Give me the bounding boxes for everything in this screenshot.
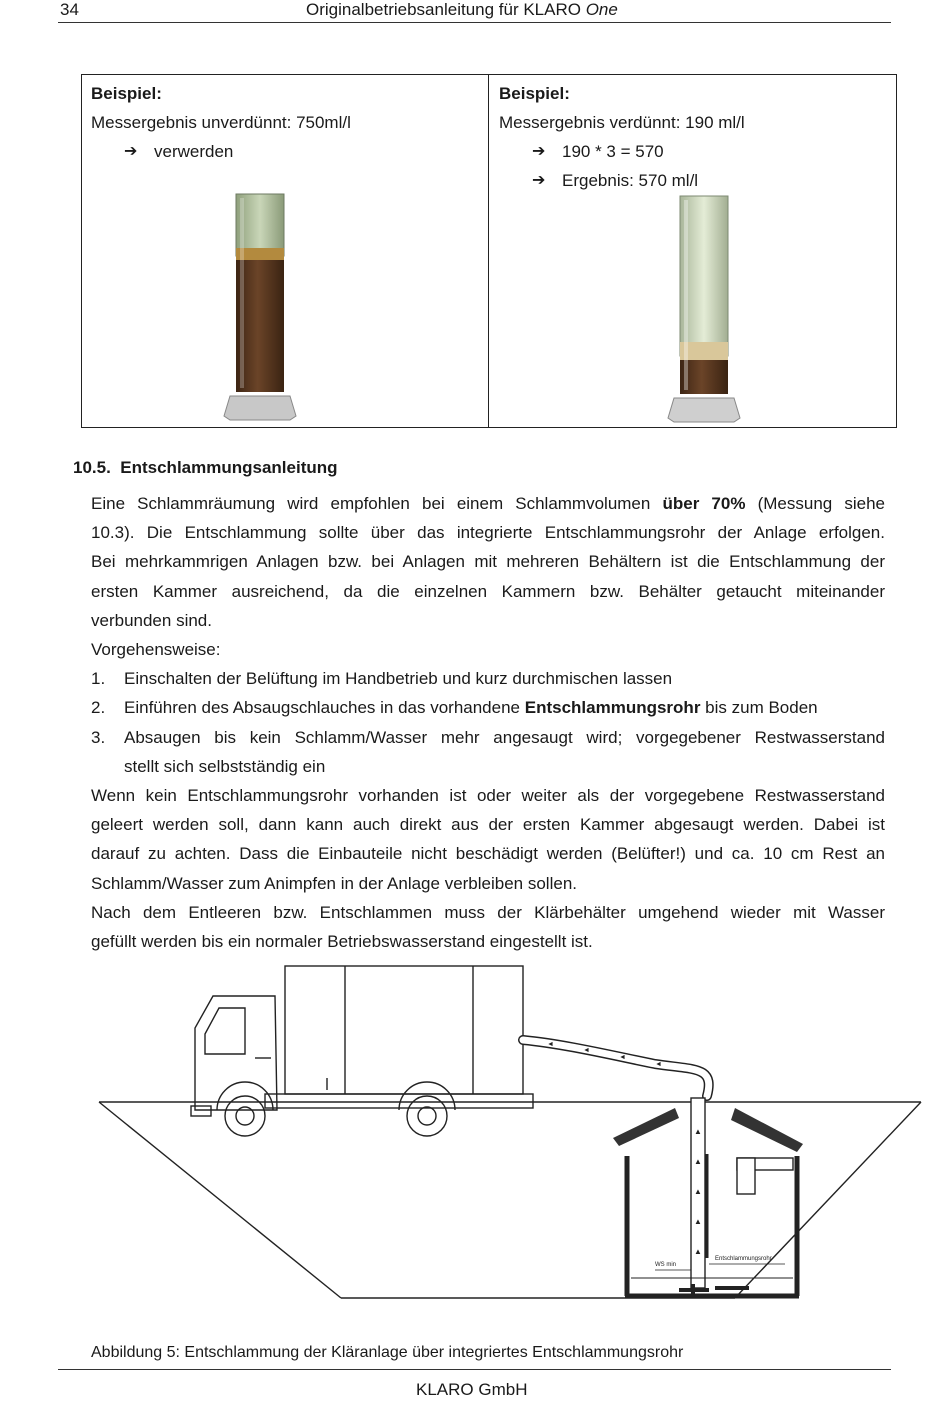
intro-line-5: verbunden sind. xyxy=(91,610,212,630)
example-right-cell xyxy=(499,79,745,195)
step-2-text-b: bis zum Boden xyxy=(700,698,818,718)
step-2-text-bold: Entschlammungsrohr xyxy=(524,698,701,718)
svg-text:◄: ◄ xyxy=(547,1041,554,1048)
truck-drawing xyxy=(191,966,533,1136)
example-right-result: Messergebnis verdünnt: 190 ml/l xyxy=(499,113,745,132)
desludging-diagram xyxy=(95,958,925,1330)
example-left-cell xyxy=(91,79,351,166)
intro-line-1a: Eine Schlammräumung wird empfohlen bei einem Schlammvolumen xyxy=(91,494,663,513)
intro-line-4: ersten Kammer ausreichend, da die einzelnen Kammern bzw. Behälter getaucht miteinander xyxy=(91,581,885,601)
section-heading xyxy=(73,458,338,478)
intro-paragraph xyxy=(91,489,885,956)
svg-text:▲: ▲ xyxy=(694,1157,702,1166)
cylinder-diluted-photo xyxy=(666,192,746,424)
intro-line-1-bold: über 70% xyxy=(662,494,746,513)
svg-text:◄: ◄ xyxy=(583,1047,590,1054)
svg-text:◄: ◄ xyxy=(655,1061,662,1068)
step-2-text xyxy=(124,693,818,722)
intro-line-2: 10.3). Die Entschlammung sollte über das integrierte Entschlammungsrohr der Anlage erfolgen. xyxy=(91,523,885,543)
svg-text:▲: ▲ xyxy=(694,1187,702,1196)
step-2 xyxy=(91,693,885,722)
example-left-heading: Beispiel: xyxy=(91,84,162,103)
svg-text:▲: ▲ xyxy=(694,1217,702,1226)
page-header-title xyxy=(306,0,618,20)
step-3 xyxy=(91,723,885,752)
procedure-label: Vorgehensweise: xyxy=(91,640,221,660)
svg-text:▲: ▲ xyxy=(694,1127,702,1136)
para2-line-4: Schlamm/Wasser zum Animpfen in der Anlage verbleiben sollen. xyxy=(91,873,577,893)
example-right-bullet-2 xyxy=(499,166,745,195)
step-3-text: Absaugen bis kein Schlamm/Wasser mehr angesaugt wird; vorgegebener Restwasserstand xyxy=(124,727,885,747)
treatment-tank xyxy=(625,1156,799,1296)
section-number: 10.5. xyxy=(73,458,111,477)
arrow-right-icon: ➔ xyxy=(532,172,546,189)
section-title: Entschlammungsanleitung xyxy=(120,458,338,477)
figure-caption: Abbildung 5: Entschlammung der Kläranlage über integriertes Entschlammungsrohr xyxy=(91,1344,684,1361)
para2-line-2: geleert werden soll, dann kann auch direkt aus der ersten Kammer abgesaugt werden. Dabei ist xyxy=(91,815,885,835)
footer-rule xyxy=(58,1369,891,1370)
tank-roof xyxy=(613,1108,803,1152)
example-table-divider xyxy=(488,74,489,428)
example-left-bullet-text: verwerden xyxy=(154,142,234,161)
header-rule xyxy=(58,22,891,23)
header-title-italic: One xyxy=(585,0,618,19)
intro-line-1b: (Messung siehe xyxy=(745,494,885,513)
truck-cab xyxy=(195,996,277,1110)
step-1-text: Einschalten der Belüftung im Handbetrieb und kurz durchmischen lassen xyxy=(124,669,673,689)
cylinder-undiluted-photo xyxy=(220,190,300,422)
footer-company: KLARO GmbH xyxy=(416,1380,528,1399)
ws-min-label: WS min xyxy=(655,1262,676,1268)
step-2-number: 2. xyxy=(91,698,106,718)
para3-line-2: gefüllt werden bis ein normaler Betriebswasserstand eingestellt ist. xyxy=(91,932,593,952)
example-left-result: Messergebnis unverdünnt: 750ml/l xyxy=(91,113,351,132)
header-title-text: Originalbetriebsanleitung für KLARO xyxy=(306,0,586,19)
intro-line-1 xyxy=(91,489,885,518)
step-1 xyxy=(91,664,885,693)
arrow-right-icon: ➔ xyxy=(532,143,546,160)
para2-line-1: Wenn kein Entschlammungsrohr vorhanden ist oder weiter als der vorgegebene Restwasserstand xyxy=(91,786,885,806)
example-right-bullet-1 xyxy=(499,137,745,166)
step-1-number: 1. xyxy=(91,669,106,689)
truck-tank xyxy=(285,966,523,1094)
para3-line-1: Nach dem Entleeren bzw. Entschlammen muss der Klärbehälter umgehend wieder mit Wasser xyxy=(91,902,885,922)
para2-line-3: darauf zu achten. Dass die Einbauteile nicht beschädigt werden (Belüfter!) und ca. 10 cm Rest an xyxy=(91,844,885,864)
step-3-continuation: stellt sich selbstständig ein xyxy=(124,756,326,776)
svg-text:▲: ▲ xyxy=(694,1247,702,1256)
tank-bottom-fittings xyxy=(679,1284,749,1294)
example-right-bullet-1-text: 190 * 3 = 570 xyxy=(562,142,664,161)
example-right-bullet-2-text: Ergebnis: 570 ml/l xyxy=(562,171,699,190)
example-right-heading: Beispiel: xyxy=(499,84,570,103)
arrow-right-icon: ➔ xyxy=(124,143,138,160)
step-2-text-a: Einführen des Absaugschlauches in das vorhandene xyxy=(124,698,525,718)
example-left-bullet xyxy=(91,137,351,166)
pipe-label: Entschlammungsrohr xyxy=(715,1256,772,1262)
intro-line-3: Bei mehrkammrigen Anlagen bzw. bei Anlagen mit mehreren Behältern ist die Entschlammung der xyxy=(91,552,885,572)
svg-text:◄: ◄ xyxy=(619,1054,626,1061)
page-number: 34 xyxy=(60,0,79,19)
step-3-number: 3. xyxy=(91,727,106,747)
